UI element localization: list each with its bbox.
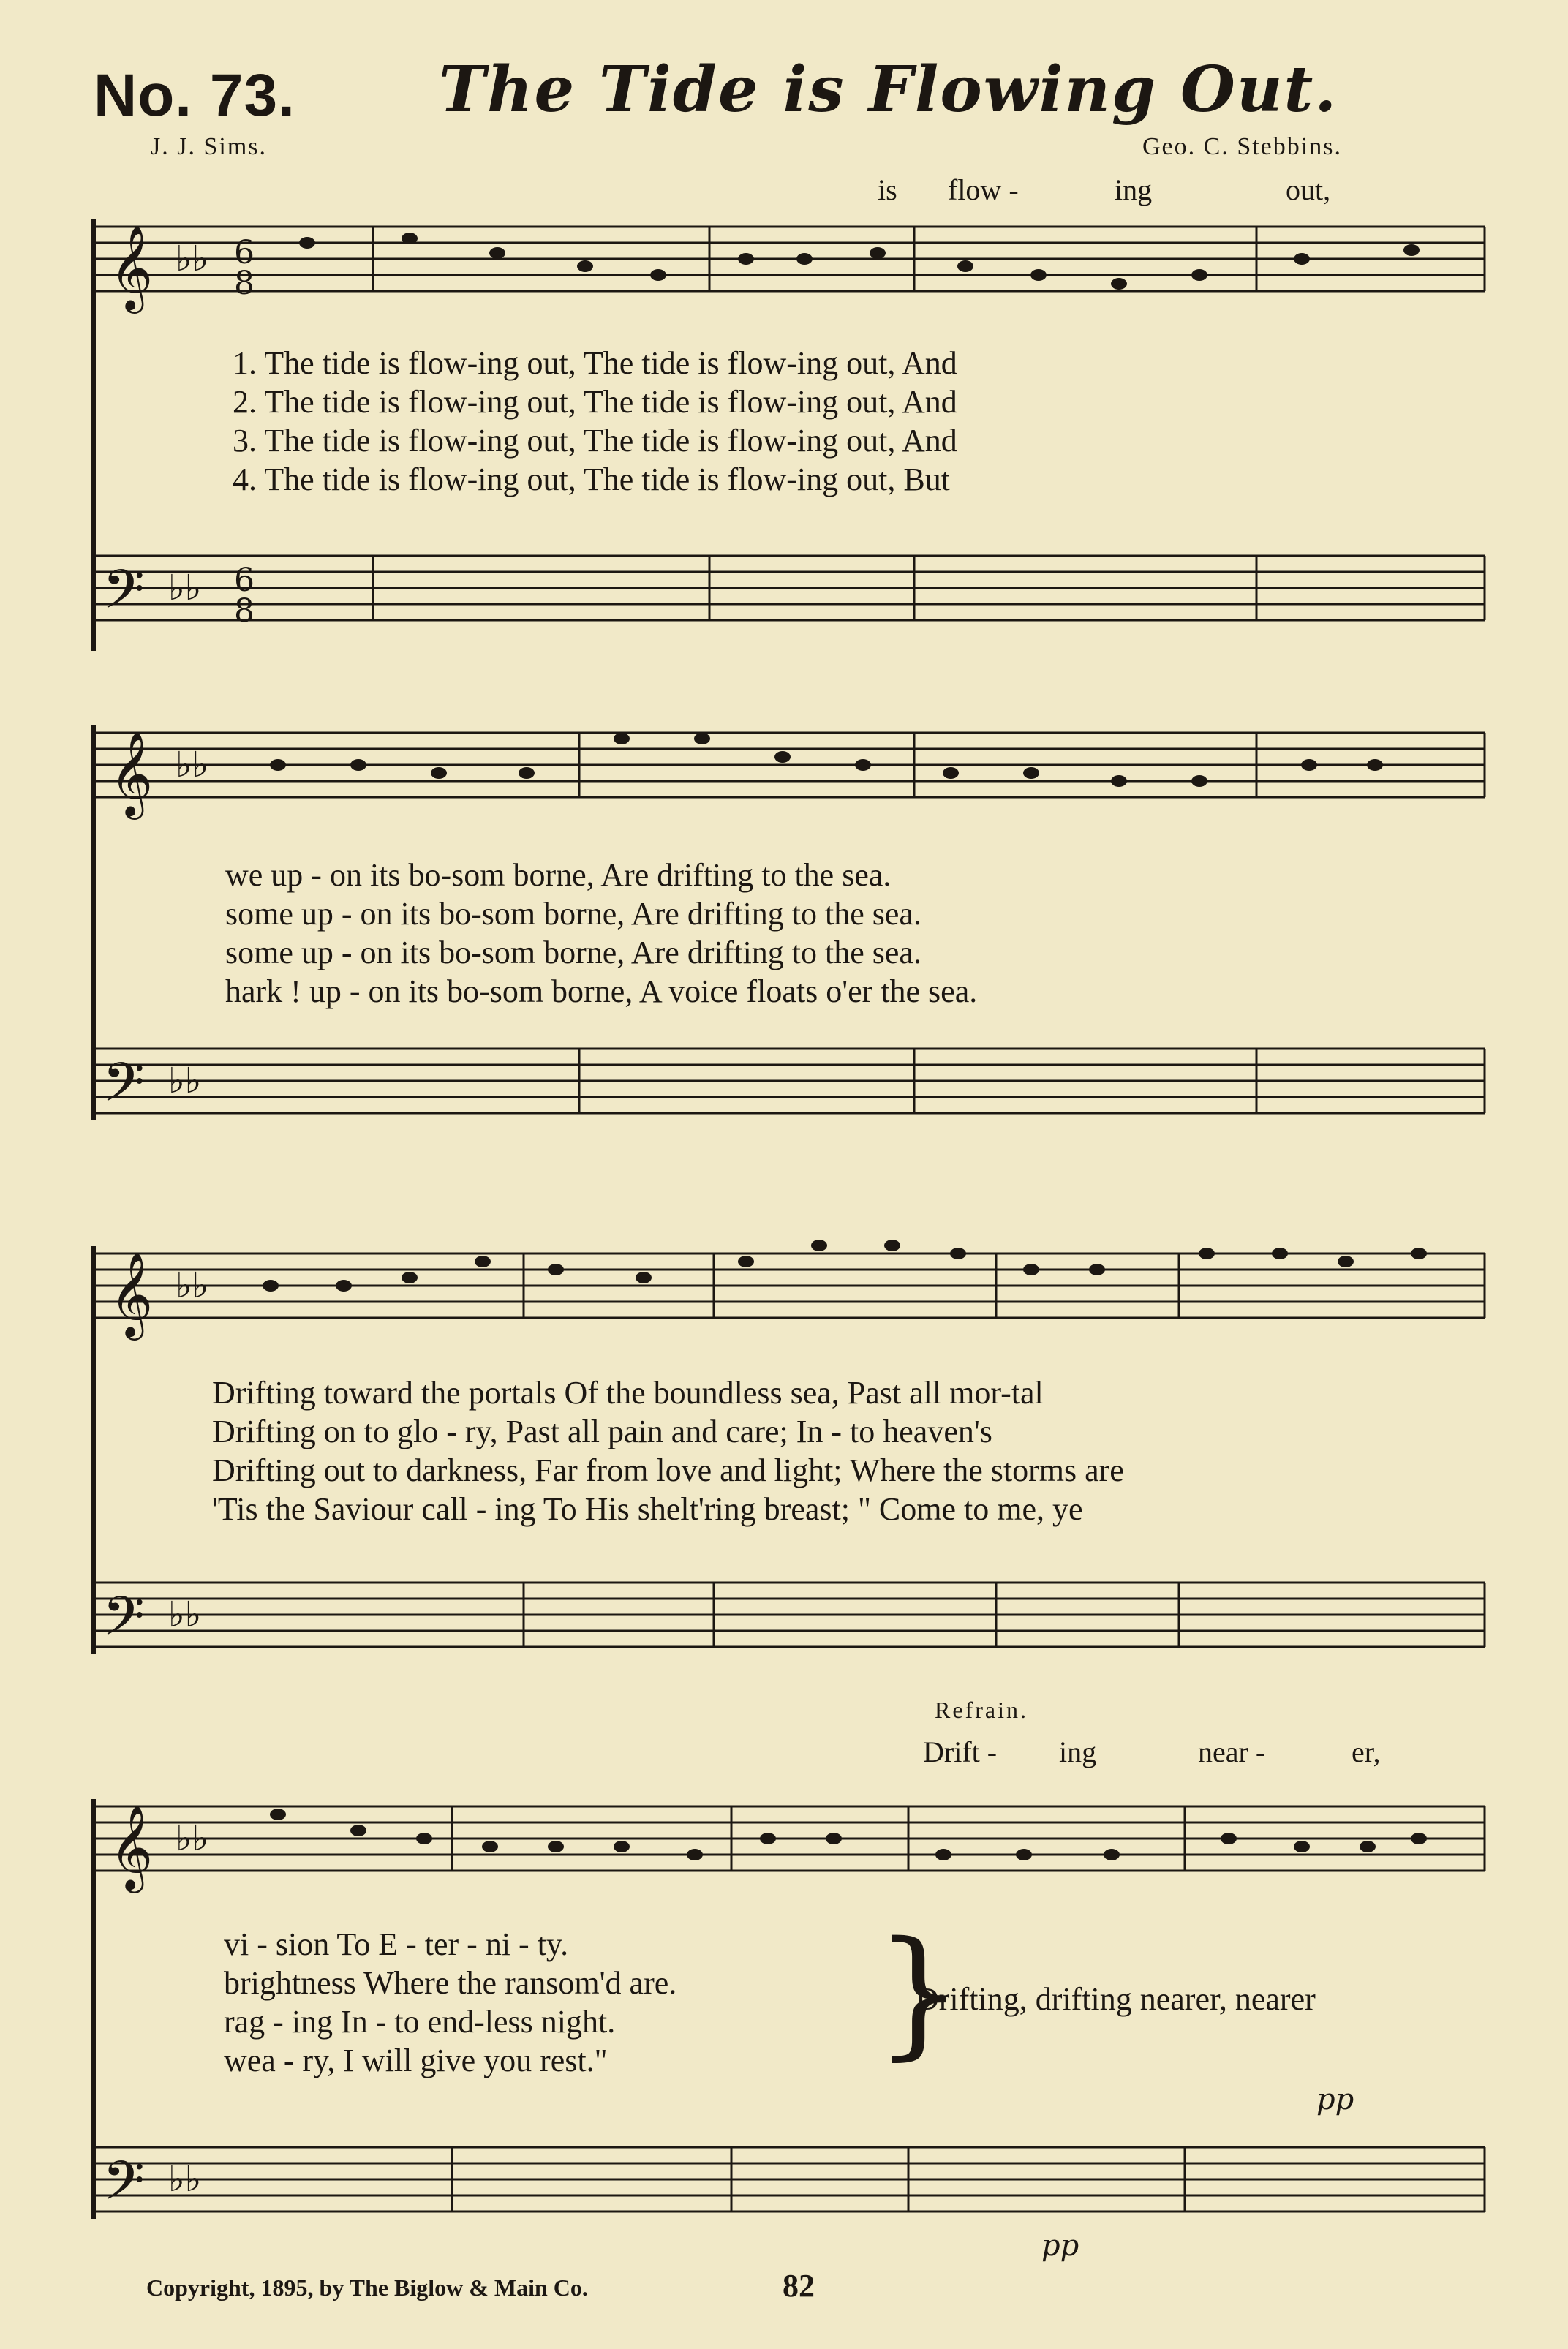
dynamic-marking-top: pp xyxy=(1316,2083,1354,2116)
svg-text:♭♭: ♭♭ xyxy=(176,744,209,785)
copyright-notice: Copyright, 1895, by The Biglow & Main Co. xyxy=(146,2274,588,2301)
above-word-near: near - xyxy=(1198,1735,1266,1768)
dynamic-marking-bottom: pp xyxy=(1041,2229,1079,2263)
lyric-verse-4: 'Tis the Saviour call - ing To His shelt'ring breast; " Come to me, ye xyxy=(212,1491,1083,1527)
svg-text:8: 8 xyxy=(234,265,255,302)
svg-text:8: 8 xyxy=(234,592,255,630)
svg-text:𝄞: 𝄞 xyxy=(110,225,154,310)
staff-s3-bass xyxy=(94,1583,1485,1647)
lyric-verse-3: Drifting out to darkness, Far from love and light; Where the storms are xyxy=(212,1452,1124,1488)
system3-lyrics xyxy=(212,1373,1124,1528)
staff-s4-bass xyxy=(94,2147,1485,2212)
hymn-number: No. 73. xyxy=(94,62,295,129)
staff-s3-treble xyxy=(94,1253,1485,1318)
svg-text:♭♭: ♭♭ xyxy=(168,1594,202,1635)
page-number: 82 xyxy=(783,2268,815,2304)
svg-text:6: 6 xyxy=(234,234,255,271)
lyric-verse-2: Drifting on to glo - ry, Past all pain and care; In - to heaven's xyxy=(212,1414,992,1449)
svg-text:𝄞: 𝄞 xyxy=(110,731,154,816)
above-word-drift: Drift - xyxy=(923,1735,998,1768)
above-word-flow: flow - xyxy=(948,173,1019,206)
svg-text:♭♭: ♭♭ xyxy=(168,568,202,608)
svg-text:𝄞: 𝄞 xyxy=(110,1251,154,1337)
lyric-verse-2: 2. The tide is flow-ing out, The tide is flow-ing out, And xyxy=(233,384,957,420)
refrain-lyrics: Drifting, drifting nearer, nearer xyxy=(916,1981,1316,2017)
hymn-title: The Tide is Flowing Out. xyxy=(439,53,1338,127)
svg-text:𝄞: 𝄞 xyxy=(110,1804,154,1890)
staff-s1-bass xyxy=(94,556,1485,620)
lyric-verse-1: vi - sion To E - ter - ni - ty. xyxy=(224,1926,569,1962)
staff-s2-treble xyxy=(94,733,1485,797)
svg-text:𝄢: 𝄢 xyxy=(102,2149,145,2226)
lyric-verse-1: Drifting toward the portals Of the boundless sea, Past all mor-tal xyxy=(212,1375,1044,1411)
author-credit: J. J. Sims. xyxy=(151,133,267,160)
svg-text:𝄢: 𝄢 xyxy=(102,558,145,635)
system1-lyrics xyxy=(233,344,957,499)
above-word-out: out, xyxy=(1286,173,1331,206)
composer-credit: Geo. C. Stebbins. xyxy=(1142,133,1342,160)
lyric-verse-4: 4. The tide is flow-ing out, The tide is flow-ing out, But xyxy=(233,461,950,497)
svg-text:♭♭: ♭♭ xyxy=(168,2159,202,2200)
lyric-verse-3: rag - ing In - to end-less night. xyxy=(224,2004,616,2040)
lyric-verse-1: we up - on its bo-som borne, Are drifting to the sea. xyxy=(225,857,892,893)
staff-s4-treble xyxy=(94,1806,1485,1871)
above-word-er: er, xyxy=(1352,1735,1381,1768)
above-word-ing: ing xyxy=(1115,173,1153,206)
svg-text:♭♭: ♭♭ xyxy=(176,1265,209,1306)
lyric-verse-2: brightness Where the ransom'd are. xyxy=(224,1965,677,2001)
svg-text:♭♭: ♭♭ xyxy=(168,1060,202,1101)
verse-brace: } xyxy=(875,1912,963,2073)
lyric-verse-3: 3. The tide is flow-ing out, The tide is flow-ing out, And xyxy=(233,423,957,459)
lyric-verse-2: some up - on its bo-som borne, Are drifting to the sea. xyxy=(225,896,921,932)
staff-s2-bass xyxy=(94,1049,1485,1113)
lyric-verse-4: wea - ry, I will give you rest." xyxy=(224,2043,608,2078)
staff-lines xyxy=(94,227,1485,2212)
refrain-label: Refrain. xyxy=(935,1697,1028,1723)
svg-text:𝄢: 𝄢 xyxy=(102,1051,145,1128)
system2-lyrics xyxy=(225,856,977,1011)
lyric-verse-3: some up - on its bo-som borne, Are drifting to the sea. xyxy=(225,935,921,970)
above-word-ing: ing xyxy=(1059,1735,1097,1768)
system4-lyrics xyxy=(224,1925,676,2080)
svg-text:♭♭: ♭♭ xyxy=(176,238,209,279)
lyric-verse-4: hark ! up - on its bo-som borne, A voice floats o'er the sea. xyxy=(225,973,978,1009)
above-word-is: is xyxy=(878,173,897,206)
svg-text:♭♭: ♭♭ xyxy=(176,1818,209,1859)
lyric-verse-1: 1. The tide is flow-ing out, The tide is flow-ing out, And xyxy=(233,345,957,381)
staff-s1-treble xyxy=(94,227,1485,291)
svg-text:6: 6 xyxy=(234,562,255,599)
svg-text:𝄢: 𝄢 xyxy=(102,1585,145,1662)
